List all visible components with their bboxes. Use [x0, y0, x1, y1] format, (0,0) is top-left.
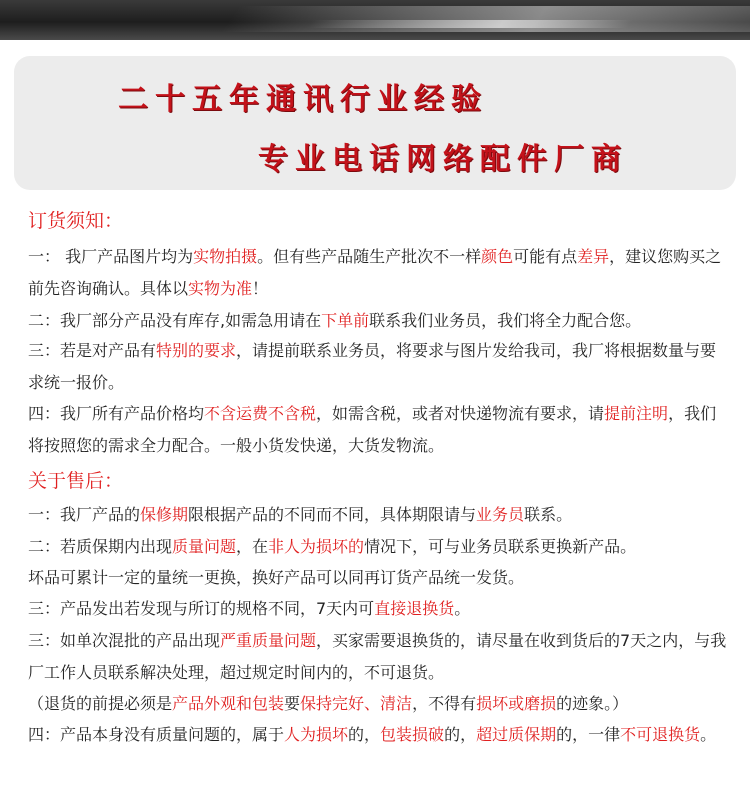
body-text: ，在: [236, 537, 269, 556]
highlight-text: 损坏或磨损: [476, 694, 557, 713]
after-sales-item: [28, 562, 730, 594]
highlight-text: 实物拍摄: [193, 247, 258, 266]
highlight-text: 产品外观和包装: [172, 694, 285, 713]
body-text: ，如需含税，或者对快递物流有要求，请: [316, 404, 605, 423]
body-text: 。但有些产品随生产批次不一样: [257, 247, 482, 266]
body-text: 的，: [348, 725, 381, 744]
highlight-text: 差异: [577, 247, 610, 266]
highlight-text: 保持完好、清洁: [300, 694, 413, 713]
order-notice-item: [28, 335, 730, 399]
banner-light-streak: [307, 20, 633, 28]
body-text: 的迹象。）: [556, 694, 629, 713]
slogan-line-2: 专业电话网络配件厂商: [258, 142, 628, 177]
slogan-box: [14, 56, 736, 190]
body-text: 可能有点: [513, 247, 578, 266]
body-text: 限根据产品的不同而不同，具体期限请与: [188, 505, 477, 524]
highlight-text: 不可退换货: [620, 725, 701, 744]
after-sales-item: [28, 688, 730, 720]
after-sales-item: [28, 593, 730, 625]
highlight-text: 保修期: [140, 505, 189, 524]
after-sales-item: [28, 531, 730, 563]
highlight-text: 严重质量问题: [220, 631, 317, 650]
body-text: 三：如单次混批的产品出现: [28, 631, 221, 650]
body-text: 二：我厂部分产品没有库存,如需急用请在: [28, 311, 322, 330]
order-notice-item: [28, 241, 730, 305]
body-text: 。: [700, 725, 717, 744]
body-text: 三：产品发出若发现与所订的规格不同，7天内可: [28, 599, 375, 618]
body-text: 联系。: [524, 505, 573, 524]
body-text: （退货的前提必须是: [28, 694, 173, 713]
body-text: 一： 我厂产品图片均为: [28, 247, 194, 266]
body-text: ！: [252, 279, 269, 298]
top-banner: [0, 0, 750, 40]
order-notice-item: [28, 398, 730, 462]
highlight-text: 直接退换货: [374, 599, 455, 618]
body-text: 四：产品本身没有质量问题的，属于: [28, 725, 285, 744]
body-text: 三：若是对产品有: [28, 341, 157, 360]
body-text: 。: [454, 599, 471, 618]
highlight-text: 质量问题: [172, 537, 237, 556]
body-text: 的，: [444, 725, 477, 744]
body-text: 联系我们业务员，我们将全力配合您。: [369, 311, 642, 330]
after-sales-item: [28, 719, 730, 751]
highlight-text: 不含运费不含税: [204, 404, 317, 423]
after-sales-item: [28, 625, 730, 689]
body-text: ，买家需要退换货的，请尽量在收到货后的7天之内，与我厂工作人员联系解决处理，超过规定时间内的，不可退货。: [28, 631, 727, 682]
order-notice-title: 订货须知：: [28, 210, 124, 232]
body-text: ，请提前联系业务员，将要求与图片发给我司，我厂将根据数量与要求统一报价。: [28, 341, 717, 392]
body-text: 的，一律: [556, 725, 621, 744]
highlight-text: 超过质保期: [476, 725, 557, 744]
body-text: 四：我厂所有产品价格均: [28, 404, 205, 423]
highlight-text: 包装损破: [380, 725, 445, 744]
after-sales-item: [28, 499, 730, 531]
highlight-text: 非人为损坏的: [268, 537, 365, 556]
body-text: ，我们将按照您的需求全力配合。一般小货发快递，大货发物流。: [28, 404, 717, 455]
body-text: 二：若质保期内出现: [28, 537, 173, 556]
body-text: 坏品可累计一定的量统一更换，换好产品可以同再订货产品统一发货。: [28, 568, 525, 587]
body-text: 一：我厂产品的: [28, 505, 141, 524]
highlight-text: 业务员: [476, 505, 525, 524]
banner-light-streak: [221, 6, 750, 32]
slogan-line-1: 二十五年通讯行业经验: [118, 82, 488, 117]
body-text: 情况下，可与业务员联系更换新产品。: [364, 537, 637, 556]
body-text: ，不得有: [412, 694, 477, 713]
highlight-text: 颜色: [481, 247, 514, 266]
after-sales-title: 关于售后：: [28, 470, 124, 492]
highlight-text: 人为损坏: [284, 725, 349, 744]
highlight-text: 特别的要求: [156, 341, 237, 360]
body-text: 要: [284, 694, 301, 713]
body-text: ，建议您购买之前先咨询确认。具体以: [28, 247, 722, 298]
order-notice-item: [28, 305, 730, 337]
highlight-text: 提前注明: [604, 404, 669, 423]
highlight-text: 实物为准: [188, 279, 253, 298]
highlight-text: 下单前: [321, 311, 370, 330]
